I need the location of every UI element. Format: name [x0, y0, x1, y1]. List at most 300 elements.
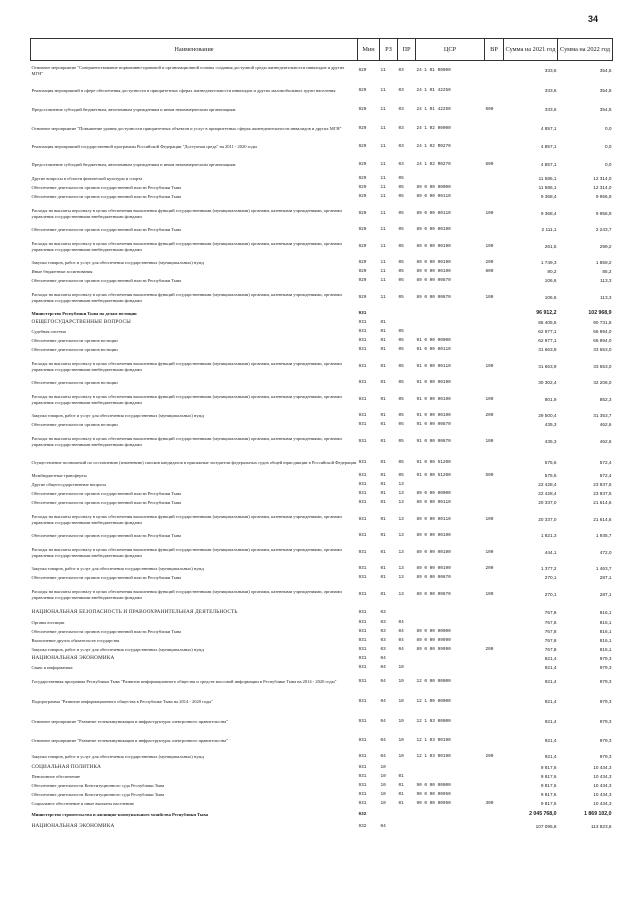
row-sum-2022: 0,0 — [604, 143, 612, 149]
row-rz: 11 — [380, 125, 386, 131]
row-rz: 11 — [380, 227, 386, 233]
row-min: 931 — [358, 774, 367, 780]
row-csr: 91 0 00 00870 — [416, 422, 451, 428]
row-name: Закупка товаров, работ и услуг для обеспечения государственных (муниципальных) нужд — [31, 413, 204, 419]
row-sum-2021: 921,4 — [544, 665, 557, 671]
row-csr: 24 1 02 00000 — [416, 125, 451, 131]
row-csr: 12 1 03 00190 — [416, 737, 451, 743]
row-csr: 24 1 02 R0270 — [416, 143, 451, 149]
row-min: 929 — [358, 125, 367, 131]
row-pr: 05 — [398, 185, 404, 191]
row-sum-2021: 62 977,1 — [538, 338, 557, 344]
row-vr: 200 — [485, 647, 494, 653]
row-name: Расходы на выплаты персоналу в целях обеспечения выполнения функций государственными (муниципальными) органами, казенными учреждениями, органами управления государственными внебюджетными фондами — [31, 360, 342, 372]
row-name: Обеспечение деятельности органов государственной власти Республики Тыва — [31, 227, 182, 233]
row-rz: 11 — [380, 185, 386, 191]
row-pr: 05 — [398, 260, 404, 266]
row-rz: 03 — [380, 638, 386, 644]
row-sum-2021: 85 405,5 — [538, 320, 557, 326]
row-vr — [485, 782, 504, 791]
table-row — [31, 346, 613, 355]
row-sum-2022: 287,1 — [599, 575, 612, 581]
row-min: 931 — [358, 647, 367, 653]
row-pr: 05 — [398, 194, 404, 200]
row-name: Расходы на выплаты персоналу в целях обеспечения выполнения функций государственными (муниципальными) органами, казенными учреждениями, органами управления государственными внебюджетными фондами — [31, 588, 342, 600]
row-csr: 89 0 00 00870 — [416, 294, 451, 300]
row-rz: 10 — [380, 765, 386, 771]
row-pr — [398, 821, 416, 833]
row-sum-2021: 80,2 — [547, 269, 557, 275]
row-name: Обеспечение деятельности органов юстиции — [31, 422, 118, 428]
row-name: Обеспечение деятельности Конституционного суда Республики Тыва — [31, 792, 165, 798]
table-row — [31, 508, 613, 532]
row-vr — [485, 692, 504, 712]
table-row — [31, 193, 613, 202]
row-csr: 91 0 00 00190 — [416, 413, 451, 419]
row-sum-2021: 333,6 — [544, 67, 557, 73]
row-min: 931 — [358, 438, 367, 444]
row-pr: 05 — [398, 347, 404, 353]
row-pr: 04 — [398, 620, 404, 626]
row-sum-2022: 31 353,7 — [593, 413, 612, 419]
row-sum-2021: 106,6 — [544, 294, 557, 300]
row-pr: 13 — [398, 533, 404, 539]
row-sum-2022: 1 935,7 — [595, 533, 612, 539]
row-sum-2021: 1 821,3 — [540, 533, 557, 539]
row-sum-2022: 9 956,9 — [595, 194, 612, 200]
row-min: 931 — [358, 363, 367, 369]
row-vr — [485, 454, 504, 472]
row-sum-2021: 270,1 — [544, 575, 557, 581]
row-name: Основное мероприятие "Повышение уровня доступности приоритетных объектов и услуг в приоритетных сферах жизнедеятельности инвалидов и других МГН" — [31, 125, 342, 131]
table-row — [31, 499, 613, 508]
row-min: 931 — [358, 311, 367, 317]
row-sum-2021: 106,6 — [544, 278, 557, 284]
row-vr — [485, 184, 504, 193]
row-sum-2021: 20 337,0 — [538, 516, 557, 522]
row-rz: 11 — [380, 278, 386, 284]
row-csr: 89 0 00 00190 — [416, 566, 451, 572]
row-sum-2022: 472,0 — [599, 549, 612, 555]
row-csr: 89 0 00 00190 — [416, 269, 451, 275]
row-sum-2021: 767,8 — [544, 629, 557, 635]
row-sum-2021: 31 663,9 — [538, 347, 557, 353]
row-vr: 100 — [485, 516, 494, 522]
row-sum-2021: 801,9 — [544, 396, 557, 402]
row-min: 931 — [358, 656, 367, 662]
row-pr: 05 — [398, 338, 404, 344]
row-csr — [416, 319, 485, 328]
row-vr: 200 — [485, 753, 494, 759]
row-pr: 10 — [398, 698, 404, 704]
row-sum-2021: 20 337,0 — [538, 500, 557, 506]
row-csr — [416, 809, 485, 821]
row-name: Реализация мероприятий государственной программы Российской Федерации "Доступная среда" на 2011 - 2020 годы — [31, 143, 257, 149]
row-sum-2021: 921,4 — [544, 656, 557, 662]
row-vr — [485, 81, 504, 101]
row-sum-2021: 921,4 — [544, 698, 557, 704]
row-min: 931 — [358, 396, 367, 402]
row-name: Основное мероприятие "Совершенствование нормативно-правовой и организационной основы создания доступной среды жизнедеятельности инвалидов и других МГН" — [31, 65, 345, 76]
row-vr — [485, 791, 504, 800]
row-name: Обеспечение деятельности органов государственной власти Республики Тыва — [31, 194, 182, 200]
row-rz: 01 — [380, 422, 386, 428]
row-vr: 300 — [485, 801, 494, 807]
row-min: 929 — [358, 278, 367, 284]
row-rz: 04 — [380, 753, 386, 759]
row-sum-2022: 113 823,6 — [590, 823, 612, 829]
table-row — [31, 712, 613, 732]
table-row — [31, 286, 613, 310]
row-sum-2021: 1 749,3 — [540, 260, 557, 266]
row-sum-2022: 85,2 — [602, 269, 612, 275]
row-csr — [416, 328, 485, 337]
row-csr: 24 1 01 42250 — [416, 107, 451, 113]
table-row — [31, 821, 613, 833]
row-pr: 01 — [398, 783, 404, 789]
row-pr: 04 — [398, 629, 404, 635]
row-sum-2022: 33 653,0 — [593, 363, 612, 369]
row-min: 929 — [358, 194, 367, 200]
row-sum-2022: 816,1 — [599, 647, 612, 653]
table-row — [31, 259, 613, 268]
row-pr: 05 — [398, 243, 404, 249]
row-sum-2022: 852,3 — [599, 396, 612, 402]
row-name: Закупка товаров, работ и услуг для обеспечения государственных (муниципальных) нужд — [31, 260, 204, 266]
row-name: Государственная программа Республики Тыва "Развитие информационного общества и средств массовой информации в Республике Тыва на 2014 - 2020 годы" — [31, 679, 337, 685]
table-row — [31, 454, 613, 472]
row-rz: 11 — [380, 162, 386, 168]
row-pr: 04 — [398, 647, 404, 653]
row-rz: 11 — [380, 194, 386, 200]
row-name: Расходы на выплаты персоналу в целях обеспечения выполнения функций государственными (муниципальными) органами, казенными учреждениями, органами управления государственными внебюджетными фондами — [31, 240, 342, 252]
row-min: 929 — [358, 210, 367, 216]
row-csr: 89 0 00 00000 — [416, 629, 451, 635]
row-vr — [485, 773, 504, 782]
row-min: 931 — [358, 533, 367, 539]
row-csr: 89 0 00 00110 — [416, 210, 451, 216]
table-row — [31, 120, 613, 138]
row-sum-2021: 9 368,4 — [540, 210, 557, 216]
row-pr: 05 — [398, 438, 404, 444]
row-rz: 01 — [380, 591, 386, 597]
row-sum-2021: 11 586,1 — [538, 185, 557, 191]
table-row — [31, 337, 613, 346]
table-row — [31, 764, 613, 773]
row-pr: 05 — [398, 227, 404, 233]
table-row — [31, 800, 613, 809]
table-row — [31, 226, 613, 235]
row-vr — [485, 809, 504, 821]
row-csr: 90 0 00 00950 — [416, 792, 451, 798]
row-pr: 13 — [398, 566, 404, 572]
row-csr: 12 0 00 00000 — [416, 679, 451, 685]
row-sum-2022: 90 731,5 — [593, 320, 612, 326]
table-row — [31, 619, 613, 628]
row-csr: 89 0 00 00000 — [416, 185, 451, 191]
row-rz: 03 — [380, 609, 386, 615]
row-name: Межбюджетные трансферты — [31, 473, 87, 479]
table-row — [31, 637, 613, 646]
row-min: 931 — [358, 459, 367, 465]
row-min: 929 — [358, 260, 367, 266]
row-vr — [485, 499, 504, 508]
row-min: 931 — [358, 783, 367, 789]
row-pr: 03 — [398, 107, 404, 113]
row-pr: 05 — [398, 413, 404, 419]
row-sum-2022: 113,3 — [600, 294, 612, 300]
row-sum-2021: 767,8 — [544, 638, 557, 644]
row-name: Основное мероприятие "Развитие телекоммуникации и инфраструктуры электронного правительства" — [31, 718, 228, 724]
row-csr: 90 0 00 00000 — [416, 783, 451, 789]
row-vr — [485, 337, 504, 346]
row-sum-2022: 816,1 — [599, 620, 612, 626]
row-rz: 11 — [380, 107, 386, 113]
row-csr: 91 0 00 00110 — [416, 347, 451, 353]
row-vr — [485, 732, 504, 750]
row-pr: 01 — [398, 801, 404, 807]
row-min: 931 — [358, 753, 367, 759]
row-csr — [416, 764, 485, 773]
row-sum-2022: 299,2 — [599, 243, 612, 249]
row-rz — [380, 310, 398, 319]
row-csr: 24 1 01 42250 — [416, 87, 451, 93]
row-rz: 11 — [380, 269, 386, 275]
row-sum-2022: 23 837,5 — [593, 491, 612, 497]
row-min: 929 — [358, 162, 367, 168]
row-min: 931 — [358, 413, 367, 419]
row-sum-2022: 10 434,3 — [593, 783, 612, 789]
row-pr: 05 — [398, 473, 404, 479]
row-vr — [485, 328, 504, 337]
row-csr: 89 0 00 99990 — [416, 647, 451, 653]
row-csr: 89 0 00 00190 — [416, 243, 451, 249]
row-rz: 11 — [380, 87, 386, 93]
row-csr: 91 0 00 51200 — [416, 473, 451, 479]
row-name: Иные бюджетные ассигнования — [31, 269, 93, 275]
row-name: НАЦИОНАЛЬНАЯ БЕЗОПАСНОСТЬ И ПРАВООХРАНИТЕЛЬНАЯ ДЕЯТЕЛЬНОСТЬ — [31, 608, 238, 615]
row-pr: 10 — [398, 679, 404, 685]
row-rz: 04 — [380, 698, 386, 704]
row-min: 932 — [358, 823, 367, 829]
row-rz: 04 — [380, 656, 386, 662]
row-rz: 01 — [380, 396, 386, 402]
row-sum-2021: 333,6 — [544, 107, 557, 113]
row-name: Обеспечение деятельности органов государственной власти Республики Тыва — [31, 278, 182, 284]
row-sum-2022: 23 837,5 — [593, 482, 612, 488]
row-min: 931 — [358, 575, 367, 581]
row-min: 929 — [358, 176, 367, 182]
row-sum-2021: 767,8 — [544, 609, 557, 615]
row-sum-2021: 2 111,1 — [541, 227, 557, 233]
row-vr — [485, 175, 504, 184]
table-row — [31, 692, 613, 712]
row-min: 932 — [358, 811, 367, 817]
row-vr: 100 — [485, 363, 494, 369]
row-sum-2021: 62 977,1 — [538, 329, 557, 335]
row-name: Министерство строительства и жилищно-коммунального хозяйства Республики Тыва — [31, 811, 209, 817]
row-name: Обеспечение деятельности органов государственной власти Республики Тыва — [31, 575, 182, 581]
row-name: Органы юстиции — [31, 620, 65, 626]
row-vr — [485, 664, 504, 673]
row-sum-2021: 31 663,9 — [538, 363, 557, 369]
table-row — [31, 583, 613, 607]
row-sum-2021: 575,6 — [544, 473, 557, 479]
row-vr — [485, 607, 504, 619]
col-header-sum-2021: Сумма на 2021 год — [504, 39, 558, 61]
row-pr: 13 — [398, 500, 404, 506]
row-csr: 12 1 03 00000 — [416, 718, 451, 724]
row-name: ОБЩЕГОСУДАРСТВЕННЫЕ ВОПРОСЫ — [31, 319, 131, 326]
row-min: 931 — [358, 473, 367, 479]
row-min: 931 — [358, 380, 367, 386]
row-name: Закупка товаров, работ и услуг для обеспечения государственных (муниципальных) нужд — [31, 647, 204, 653]
row-min: 931 — [358, 629, 367, 635]
row-vr — [485, 277, 504, 286]
row-min: 931 — [358, 566, 367, 572]
row-sum-2022: 12 314,0 — [593, 176, 612, 182]
row-rz: 04 — [380, 823, 386, 829]
row-vr — [485, 712, 504, 732]
table-row — [31, 646, 613, 655]
table-row — [31, 277, 613, 286]
row-pr: 13 — [398, 591, 404, 597]
row-sum-2022: 21 614,6 — [593, 516, 612, 522]
row-sum-2022: 816,1 — [599, 638, 612, 644]
col-header-pr: ПР — [398, 39, 416, 61]
row-vr — [485, 226, 504, 235]
row-name: Расходы на выплаты персоналу в целях обеспечения выполнения функций государственными (муниципальными) органами, казенными учреждениями, органами управления государственными внебюджетными фондами — [31, 291, 342, 303]
row-rz: 11 — [380, 294, 386, 300]
table-row — [31, 773, 613, 782]
row-rz: 01 — [380, 533, 386, 539]
row-name: Судебная система — [31, 329, 66, 335]
row-csr: 89 0 00 00870 — [416, 278, 451, 284]
col-header-rz: РЗ — [380, 39, 398, 61]
row-pr: 13 — [398, 549, 404, 555]
row-pr: 03 — [398, 125, 404, 131]
row-vr: 200 — [485, 566, 494, 572]
row-min: 931 — [358, 679, 367, 685]
row-csr: 91 0 00 00190 — [416, 396, 451, 402]
row-csr: 24 1 01 00000 — [416, 67, 451, 73]
row-name: Обеспечение деятельности органов юстиции — [31, 338, 118, 344]
row-name: Обеспечение деятельности органов государственной власти Республики Тыва — [31, 629, 182, 635]
row-name: Обеспечение деятельности органов юстиции — [31, 380, 118, 386]
table-row — [31, 379, 613, 388]
row-min: 929 — [358, 294, 367, 300]
row-sum-2022: 0,0 — [604, 125, 612, 131]
row-min: 931 — [358, 801, 367, 807]
row-pr: 13 — [398, 482, 404, 488]
row-sum-2022: 462,6 — [599, 438, 612, 444]
row-sum-2021: 921,4 — [544, 753, 557, 759]
table-row — [31, 565, 613, 574]
row-vr: 100 — [485, 294, 494, 300]
row-vr: 100 — [485, 549, 494, 555]
row-pr: 13 — [398, 575, 404, 581]
row-rz: 01 — [380, 347, 386, 353]
table-row — [31, 184, 613, 193]
row-rz: 04 — [380, 737, 386, 743]
row-pr: 10 — [398, 753, 404, 759]
row-min: 931 — [358, 638, 367, 644]
row-rz: 10 — [380, 774, 386, 780]
row-sum-2021: 435,3 — [544, 422, 557, 428]
row-sum-2021: 11 586,1 — [538, 176, 557, 182]
row-rz: 01 — [380, 549, 386, 555]
row-sum-2021: 9 817,6 — [540, 765, 557, 771]
row-min: 931 — [358, 329, 367, 335]
row-csr — [416, 664, 485, 673]
row-name: Основное мероприятие "Развитие телекоммуникации и инфраструктуры электронного правительства" — [31, 737, 228, 743]
row-pr: 10 — [398, 665, 404, 671]
row-rz: 04 — [380, 665, 386, 671]
row-sum-2021: 333,6 — [544, 87, 557, 93]
row-rz: 03 — [380, 647, 386, 653]
col-header-vr: ВР — [485, 39, 504, 61]
row-vr — [485, 821, 504, 833]
row-rz: 11 — [380, 260, 386, 266]
row-rz: 11 — [380, 67, 386, 73]
row-name: Обеспечение деятельности органов государственной власти Республики Тыва — [31, 491, 182, 497]
row-min: 931 — [358, 591, 367, 597]
row-sum-2022: 287,1 — [599, 591, 612, 597]
row-sum-2022: 979,3 — [599, 665, 612, 671]
row-name: Министерство Республики Тыва по делам юстиции — [31, 311, 137, 317]
row-csr — [416, 607, 485, 619]
row-rz: 11 — [380, 143, 386, 149]
row-rz: 01 — [380, 380, 386, 386]
row-name: Социальное обеспечение и иные выплаты населению — [31, 801, 134, 807]
row-pr: 03 — [398, 87, 404, 93]
row-sum-2022: 10 434,3 — [593, 765, 612, 771]
row-rz: 01 — [380, 482, 386, 488]
row-rz: 11 — [380, 243, 386, 249]
row-vr: 600 — [485, 162, 494, 168]
row-csr: 89 0 00 00190 — [416, 549, 451, 555]
row-csr: 89 0 00 00110 — [416, 194, 451, 200]
table-row — [31, 607, 613, 619]
row-name: Выполнение других обязательств государства — [31, 638, 120, 644]
table-row — [31, 412, 613, 421]
table-row — [31, 673, 613, 692]
row-rz: 03 — [380, 629, 386, 635]
row-vr: 100 — [485, 591, 494, 597]
row-sum-2022: 66 894,0 — [593, 338, 612, 344]
row-csr: 91 0 00 00000 — [416, 338, 451, 344]
row-pr: 13 — [398, 491, 404, 497]
row-sum-2021: 2 045 768,0 — [529, 810, 557, 817]
row-sum-2022: 979,3 — [599, 656, 612, 662]
table-row — [31, 328, 613, 337]
row-sum-2022: 113,3 — [600, 278, 612, 284]
table-row — [31, 421, 613, 430]
row-rz: 01 — [380, 363, 386, 369]
row-sum-2021: 9 368,4 — [540, 194, 557, 200]
table-row — [31, 319, 613, 328]
row-rz: 01 — [380, 413, 386, 419]
row-name: Закупка товаров, работ и услуг для обеспечения государственных (муниципальных) нужд — [31, 566, 204, 572]
row-name: Расходы на выплаты персоналу в целях обеспечения выполнения функций государственными (муниципальными) органами, казенными учреждениями, органами управления государственными внебюджетными фондами — [31, 546, 342, 558]
table-row — [31, 202, 613, 226]
row-vr: 100 — [485, 396, 494, 402]
row-sum-2021: 261,5 — [544, 243, 557, 249]
row-sum-2021: 29 500,4 — [538, 413, 557, 419]
row-csr: 24 1 02 R0270 — [416, 162, 451, 168]
row-sum-2021: 767,8 — [544, 647, 557, 653]
row-min: 931 — [358, 320, 367, 326]
